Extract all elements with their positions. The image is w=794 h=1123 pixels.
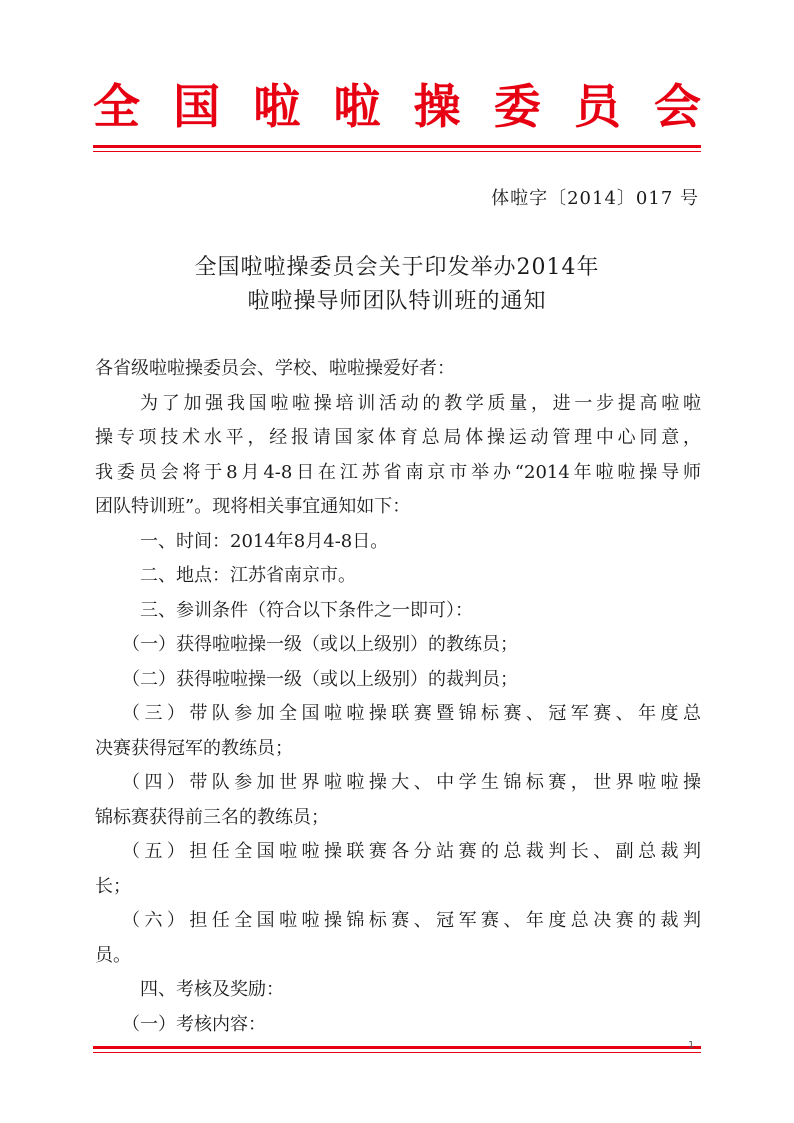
section-heading: 三、参训条件（符合以下条件之一即可）：	[140, 599, 473, 621]
list-item: （一）考核内容：	[122, 1013, 266, 1035]
list-item-continuation: 员。	[95, 944, 131, 966]
section-heading: 二、地点：江苏省南京市。	[140, 565, 356, 586]
section-heading: 四、考核及奖励：	[140, 979, 284, 1000]
letterhead-char: 全	[93, 80, 140, 135]
paragraph-line: 团队特训班”。现将相关事宜通知如下：	[95, 496, 411, 517]
document-title-line-2: 啦啦操导师团队特训班的通知	[247, 289, 547, 314]
letterhead-char: 会	[653, 80, 701, 135]
paragraph-line: 操专项技术水平，经报请国家体育总局体操运动管理中心同意，	[95, 427, 701, 448]
footer-rule-thin	[93, 1052, 701, 1053]
document-number: 体啦字〔2014〕017 号	[491, 188, 699, 209]
list-item-continuation: 长；	[95, 875, 131, 897]
paragraph-line: 为了加强我国啦啦操培训活动的教学质量，进一步提高啦啦	[140, 392, 701, 414]
paragraph-line: 我委员会将于8月4-8日在江苏省南京市举办“2014年啦啦操导师	[95, 461, 701, 483]
letterhead-char: 员	[573, 80, 621, 135]
header-rule-thin	[93, 151, 701, 152]
list-item: （六）担任全国啦啦操锦标赛、冠军赛、年度总决赛的裁判	[122, 910, 701, 931]
document-title-line-1: 全国啦啦操委员会关于印发举办2014年	[194, 255, 600, 280]
letterhead-char: 国	[173, 80, 221, 135]
letterhead-char: 啦	[253, 80, 301, 135]
list-item: （三）带队参加全国啦啦操联赛暨锦标赛、冠军赛、年度总	[122, 703, 701, 724]
section-heading: 一、时间：2014年8月4-8日。	[140, 530, 389, 552]
page-number: 1	[688, 1040, 695, 1051]
footer-rule-thick	[93, 1046, 701, 1049]
letterhead-char: 操	[413, 80, 461, 135]
letterhead-char: 委	[493, 80, 541, 135]
salutation: 各省级啦啦操委员会、学校、啦啦操爱好者：	[95, 358, 455, 379]
letterhead-char: 啦	[333, 80, 381, 135]
list-item: （五）担任全国啦啦操联赛各分站赛的总裁判长、副总裁判	[122, 841, 701, 862]
header-rule-thick	[93, 145, 701, 148]
list-item: （一）获得啦啦操一级（或以上级别）的教练员；	[122, 634, 518, 655]
document-body	[95, 352, 701, 1042]
list-item: （二）获得啦啦操一级（或以上级别）的裁判员；	[122, 668, 518, 690]
list-item-continuation: 决赛获得冠军的教练员；	[95, 737, 293, 759]
letterhead-title	[93, 78, 701, 138]
list-item: （四）带队参加世界啦啦操大、中学生锦标赛，世界啦啦操	[122, 772, 701, 793]
list-item-continuation: 锦标赛获得前三名的教练员；	[95, 806, 329, 828]
